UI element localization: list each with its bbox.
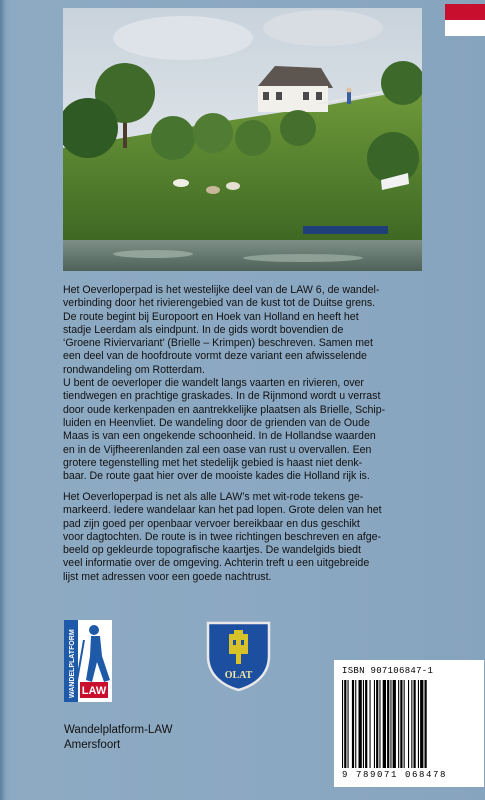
publisher-block [64, 723, 172, 753]
text-line: tiendwegen en prachtige graskades. In de Rijnmond wordt u verrast [63, 390, 381, 403]
photo-landscape [63, 8, 422, 271]
barcode-box [334, 660, 484, 787]
olat-text: OLAT [224, 670, 253, 681]
text-line: luiden en Heenvliet. De wandeling door de grienden van de Oude [63, 416, 370, 429]
flag-white-band [445, 20, 485, 36]
text-line: voor dagtochten. De route is in twee richtingen beschreven en afge- [63, 530, 382, 543]
hiker-icon [64, 620, 120, 702]
shield-icon [205, 620, 272, 692]
text-line: markeerd. Iedere wandelaar kan het pad lopen. Grote delen van het [63, 504, 382, 517]
text-line: U bent de oeverloper die wandelt langs vaarten en rivieren, over [63, 377, 364, 390]
text-line: beeld op gekleurde topografische kaartjes. De wandelgids biedt [63, 544, 361, 557]
text-line: Maas is van een ongekende schoonheid. In de Hollandse waarden [63, 430, 376, 443]
text-line: rondwandeling om Rotterdam. [63, 363, 205, 376]
text-line: De route begint bij Europoort en Hoek van Holland en heeft het [63, 310, 359, 323]
flag-marker [445, 4, 485, 36]
text-line: en in de Vijfheerenlanden zal een oase van rust u overvallen. Een [63, 443, 372, 456]
description-paragraph-1 [63, 284, 423, 483]
text-line: pad zijn goed per openbaar vervoer bereikbaar en dus geschikt [63, 517, 360, 530]
publisher-city: Amersfoort [64, 739, 121, 751]
wandelplatform-logo [64, 620, 120, 702]
text-line: Het Oeverloperpad is het westelijke deel van de LAW 6, de wandel- [63, 284, 380, 296]
text-line: lijst met adressen voor een goede nachtrust. [63, 570, 272, 583]
law-badge-text: LAW [81, 685, 107, 697]
text-line: verbinding door het rivierengebied van de kust tot de Duitse grens. [63, 297, 376, 310]
publisher-name: Wandelplatform-LAW [64, 724, 173, 736]
barcode-number: 9 789071 068478 [342, 770, 448, 780]
text-line: stadje Leerdam als eindpunt. In de gids wordt bovendien de [63, 323, 344, 336]
olat-logo [205, 620, 272, 692]
isbn-text: ISBN 907106847-1 [342, 666, 434, 676]
text-line: een deel van de hoofdroute vormt deze variant een afwisselende [63, 350, 367, 363]
text-line: Het Oeverloperpad is net als alle LAW’s met wit-rode tekens ge- [63, 491, 364, 503]
description-paragraph-2 [63, 491, 423, 584]
law-vertical-text: WANDELPLATFORM [69, 629, 76, 698]
text-line: baar. De route gaat hier over de mooiste kades die Holland rijk is. [63, 470, 370, 483]
text-line: veel informatie over de omgeving. Achterin treft u een uitgebreide [63, 557, 370, 570]
barcode-icon [342, 680, 476, 768]
flag-red-band [445, 4, 485, 20]
cover-photo [63, 8, 422, 271]
text-line: door oude kerkenpaden en aantrekkelijke plaatsen als Brielle, Schip- [63, 403, 386, 416]
text-line: ‘Groene Riviervariant’ (Brielle – Krimpen) beschreven. Samen met [63, 337, 373, 350]
text-line: grotere tegenstelling met het stedelijk gebied is haast niet denk- [63, 456, 363, 469]
